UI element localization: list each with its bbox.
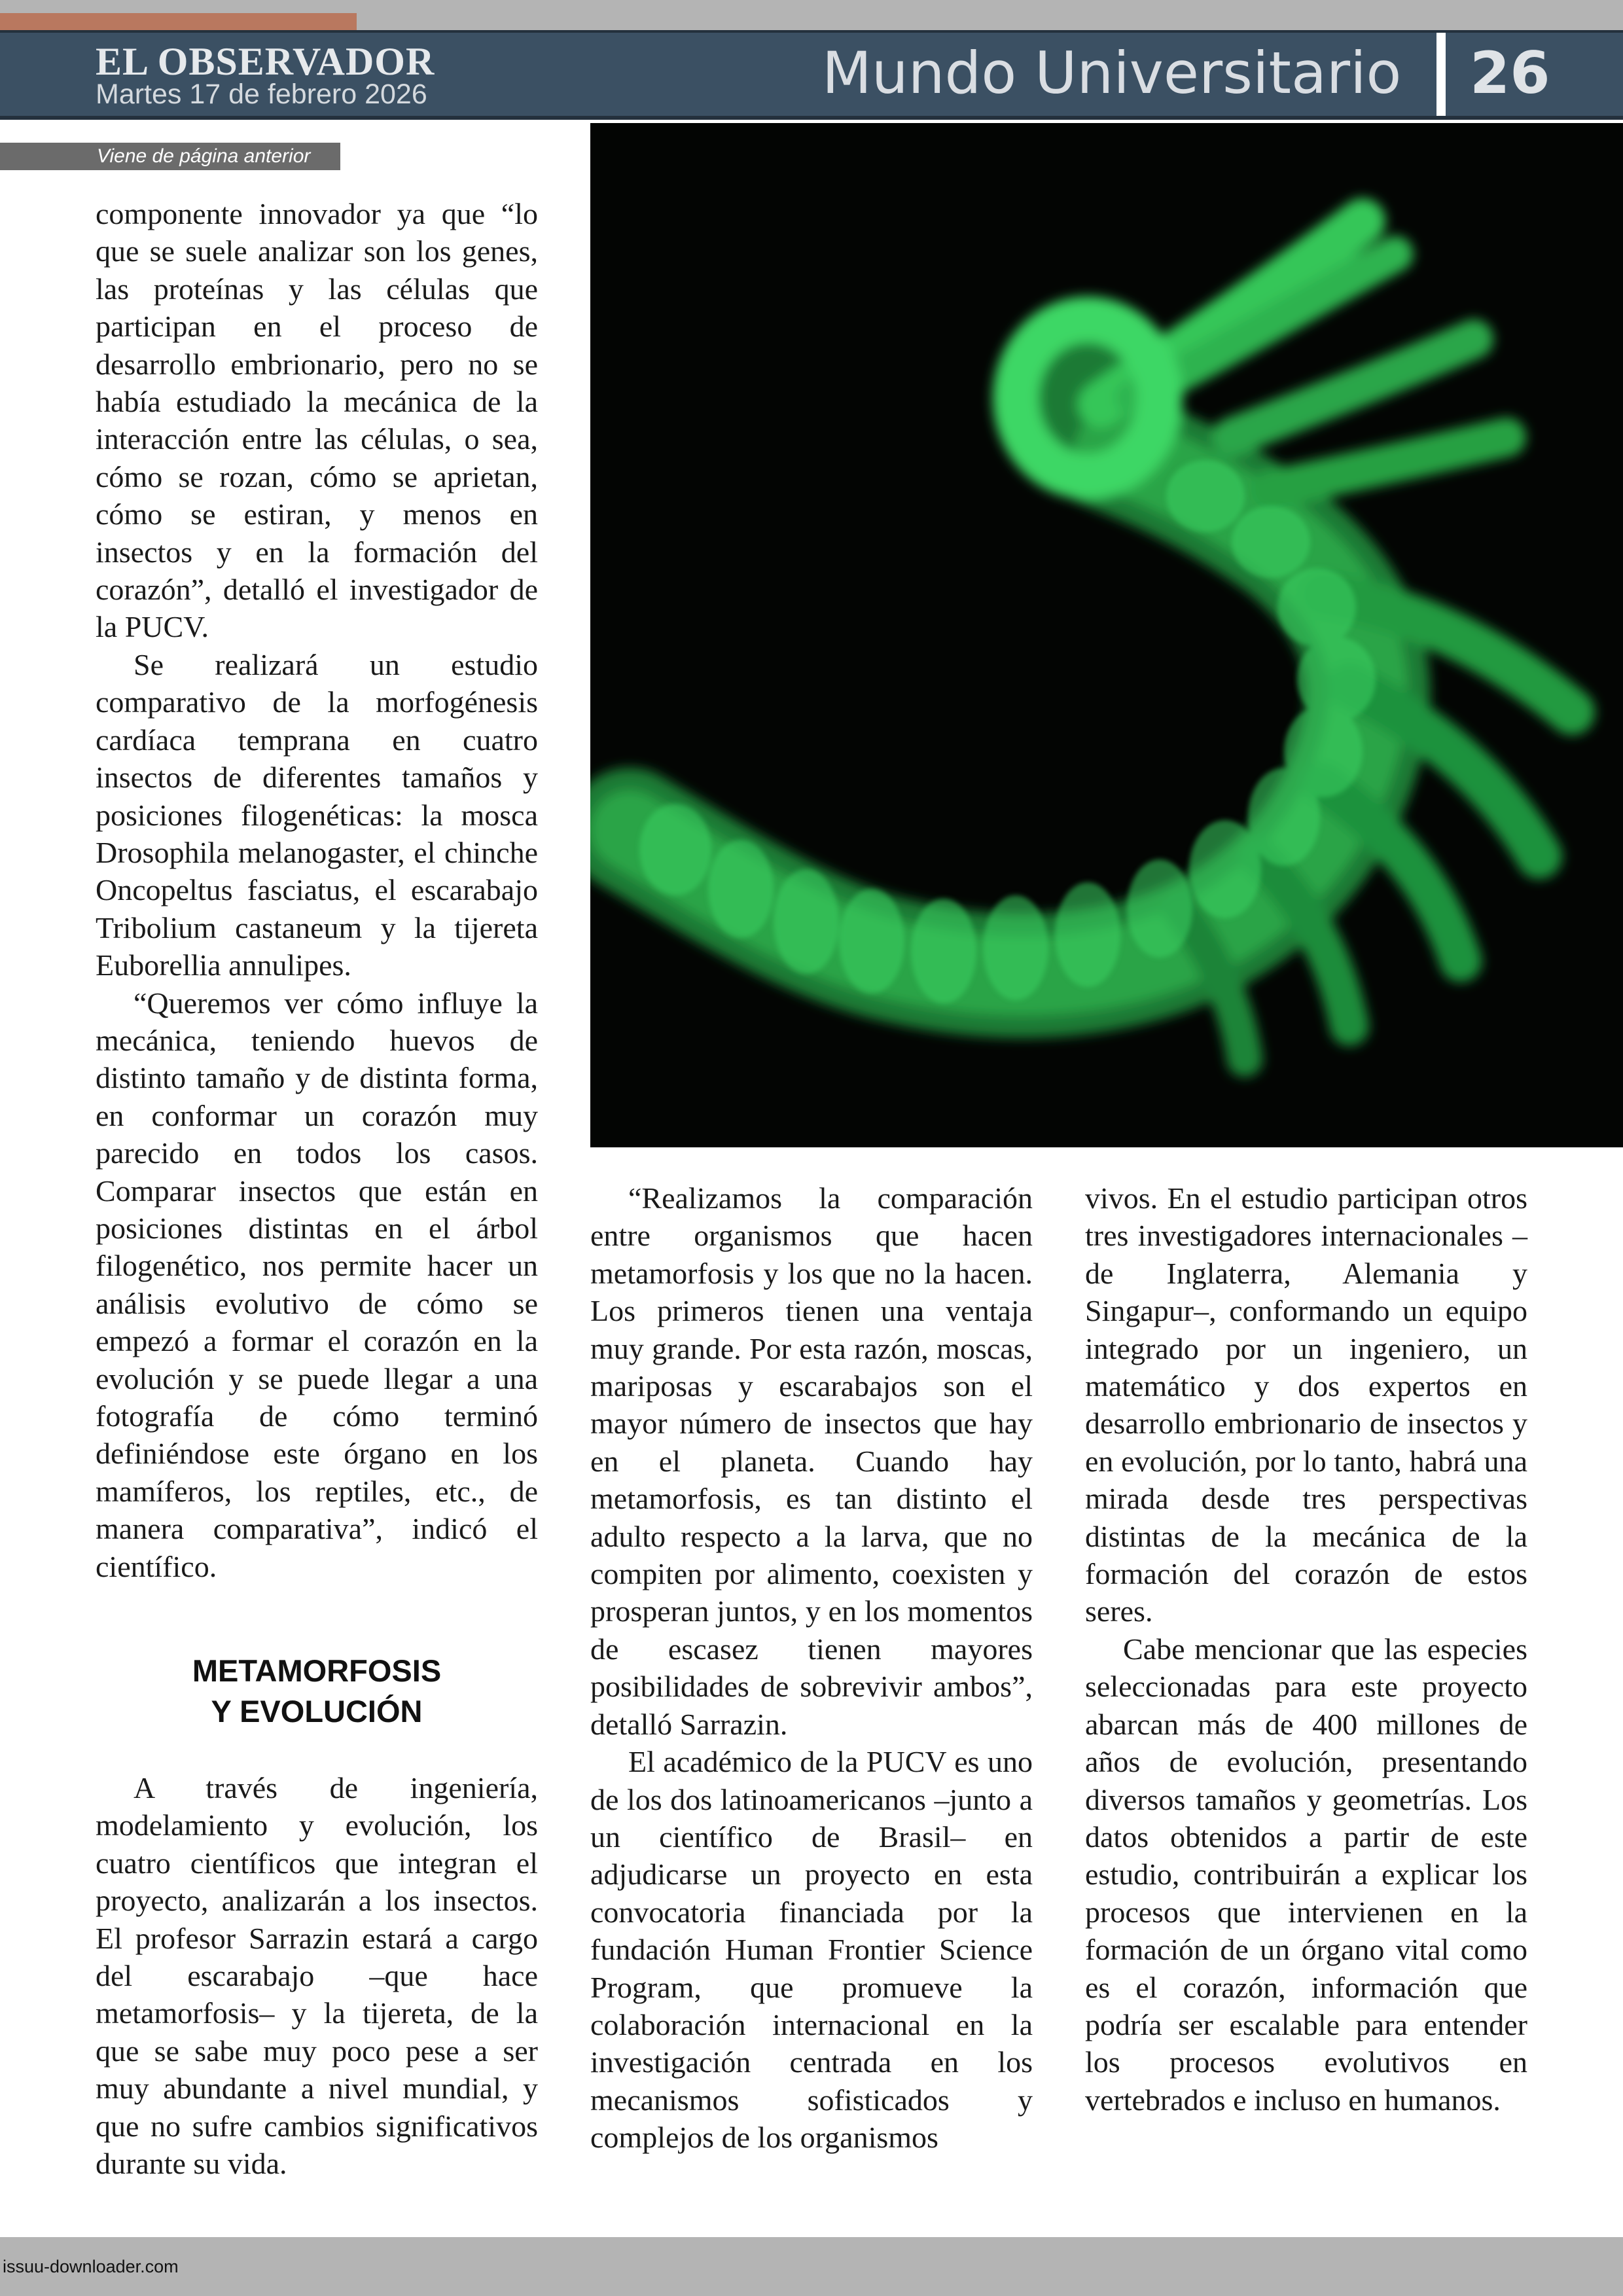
paragraph: “Realizamos la comparación entre organismos que hacen metamorfosis y los que no la hacen. Los primeros tienen una ventaja muy grande. Por esta razón, moscas, mariposas y escarabajos son el mayor número de insectos que hay en el planeta. Cuando hay metamorfosis, es tan distinto el adulto respecto a la larva, que no compiten por alimento, coexisten y prosperan juntos, y en los momentos de escasez tienen mayores posibilidades de sobrevivir ambos”, detalló Sarrazin. [590, 1181, 1033, 1741]
paragraph: El académico de la PUCV es uno de los dos latinoamericanos –junto a un científico de Brasil– en adjudicarse un proyecto en esta convocatoria financiada por la fundación Human Frontier Science Program, que promueve la colaboración internacional en la investigación centrada en los mecanismos sofisticados y complejos de los organismos [590, 1745, 1033, 2155]
article-column-1 [96, 195, 538, 1585]
article-column-1-continued [96, 1769, 538, 2182]
newspaper-name: EL OBSERVADOR [96, 40, 435, 83]
bottom-gray-bar [0, 2237, 1623, 2296]
issue-date: Martes 17 de febrero 2026 [96, 79, 427, 110]
source-watermark: issuu-downloader.com [3, 2257, 179, 2276]
paragraph: A través de ingeniería, modelamiento y evolución, los cuatro científicos que integran el proyecto, analizarán a los insectos. El profesor Sarrazin estará a cargo del escarabajo –que hace metamorfosis– y la tijereta, de la que se sabe muy poco pese a ser muy abundante a nivel mundial, y que no sufre cambios significativos durante su vida. [96, 1771, 538, 2181]
embryo-photo [590, 123, 1623, 1147]
page-number: 26 [1470, 39, 1550, 107]
page-header [0, 30, 1623, 120]
paragraph: componente innovador ya que “lo que se suele analizar son los genes, las proteínas y las células que participan en el proceso de desarrollo embrionario, pero no se había estudiado la mecánica de la interacción entre las células, o sea, cómo se rozan, cómo se aprietan, cómo se estiran, y menos en insectos y en la formación del corazón”, detalló el investigador de la PUCV. [96, 197, 538, 644]
header-divider [1436, 33, 1446, 116]
paragraph: Se realizará un estudio comparativo de la morfogénesis cardíaca temprana en cuatro insectos de diferentes tamaños y posiciones filogenéticas: la mosca Drosophila melanogaster, el chinche Oncopeltus fasciatus, el escarabajo Tribolium castaneum y la tijereta Euborellia annulipes. [96, 647, 538, 982]
paragraph: vivos. En el estudio participan otros tres investigadores internacionales –de Inglaterra, Alemania y Singapur–, conformando un equipo integrado por un ingeniero, un matemático y dos expertos en desarrollo embrionario de insectos y en evolución, por lo tanto, habrá una mirada desde tres perspectivas distintas de la mecánica de la formación del corazón de estos seres. [1085, 1181, 1527, 1628]
subheading-line-2: Y EVOLUCIÓN [211, 1694, 423, 1729]
paragraph: “Queremos ver cómo influye la mecánica, teniendo huevos de distinto tamaño y de distinta forma, en conformar un corazón muy parecido en todos los casos. Comparar insectos que están en posiciones distintas en el árbol filogenético, nos permite hacer un análisis evolutivo de cómo se empezó a formar el corazón en la evolución y se puede llegar a una fotografía de cómo terminó definiéndose este órgano en los mamíferos, los reptiles, etc., de manera comparativa”, indicó el científico. [96, 986, 538, 1583]
subheading-line-1: METAMORFOSIS [192, 1653, 442, 1688]
top-accent-strip [0, 13, 357, 30]
article-column-2 [590, 1179, 1033, 2157]
paragraph: Cabe mencionar que las especies seleccionadas para este proyecto abarcan más de 400 millones de años de evolución, presentando diversos tamaños y geometrías. Los datos obtenidos a partir de este estudio, contribuirán a explicar los procesos que intervienen en la formación de un órgano vital como es el corazón, información que podría ser escalable para entender los procesos evolutivos en vertebrados e incluso en humanos. [1085, 1632, 1527, 2117]
article-column-3 [1085, 1179, 1527, 2119]
section-subheading [96, 1651, 538, 1732]
section-title: Mundo Universitario [822, 39, 1402, 107]
continued-from-previous-page-label: Viene de página anterior [0, 143, 340, 170]
fluorescent-embryo-image [590, 123, 1623, 1147]
